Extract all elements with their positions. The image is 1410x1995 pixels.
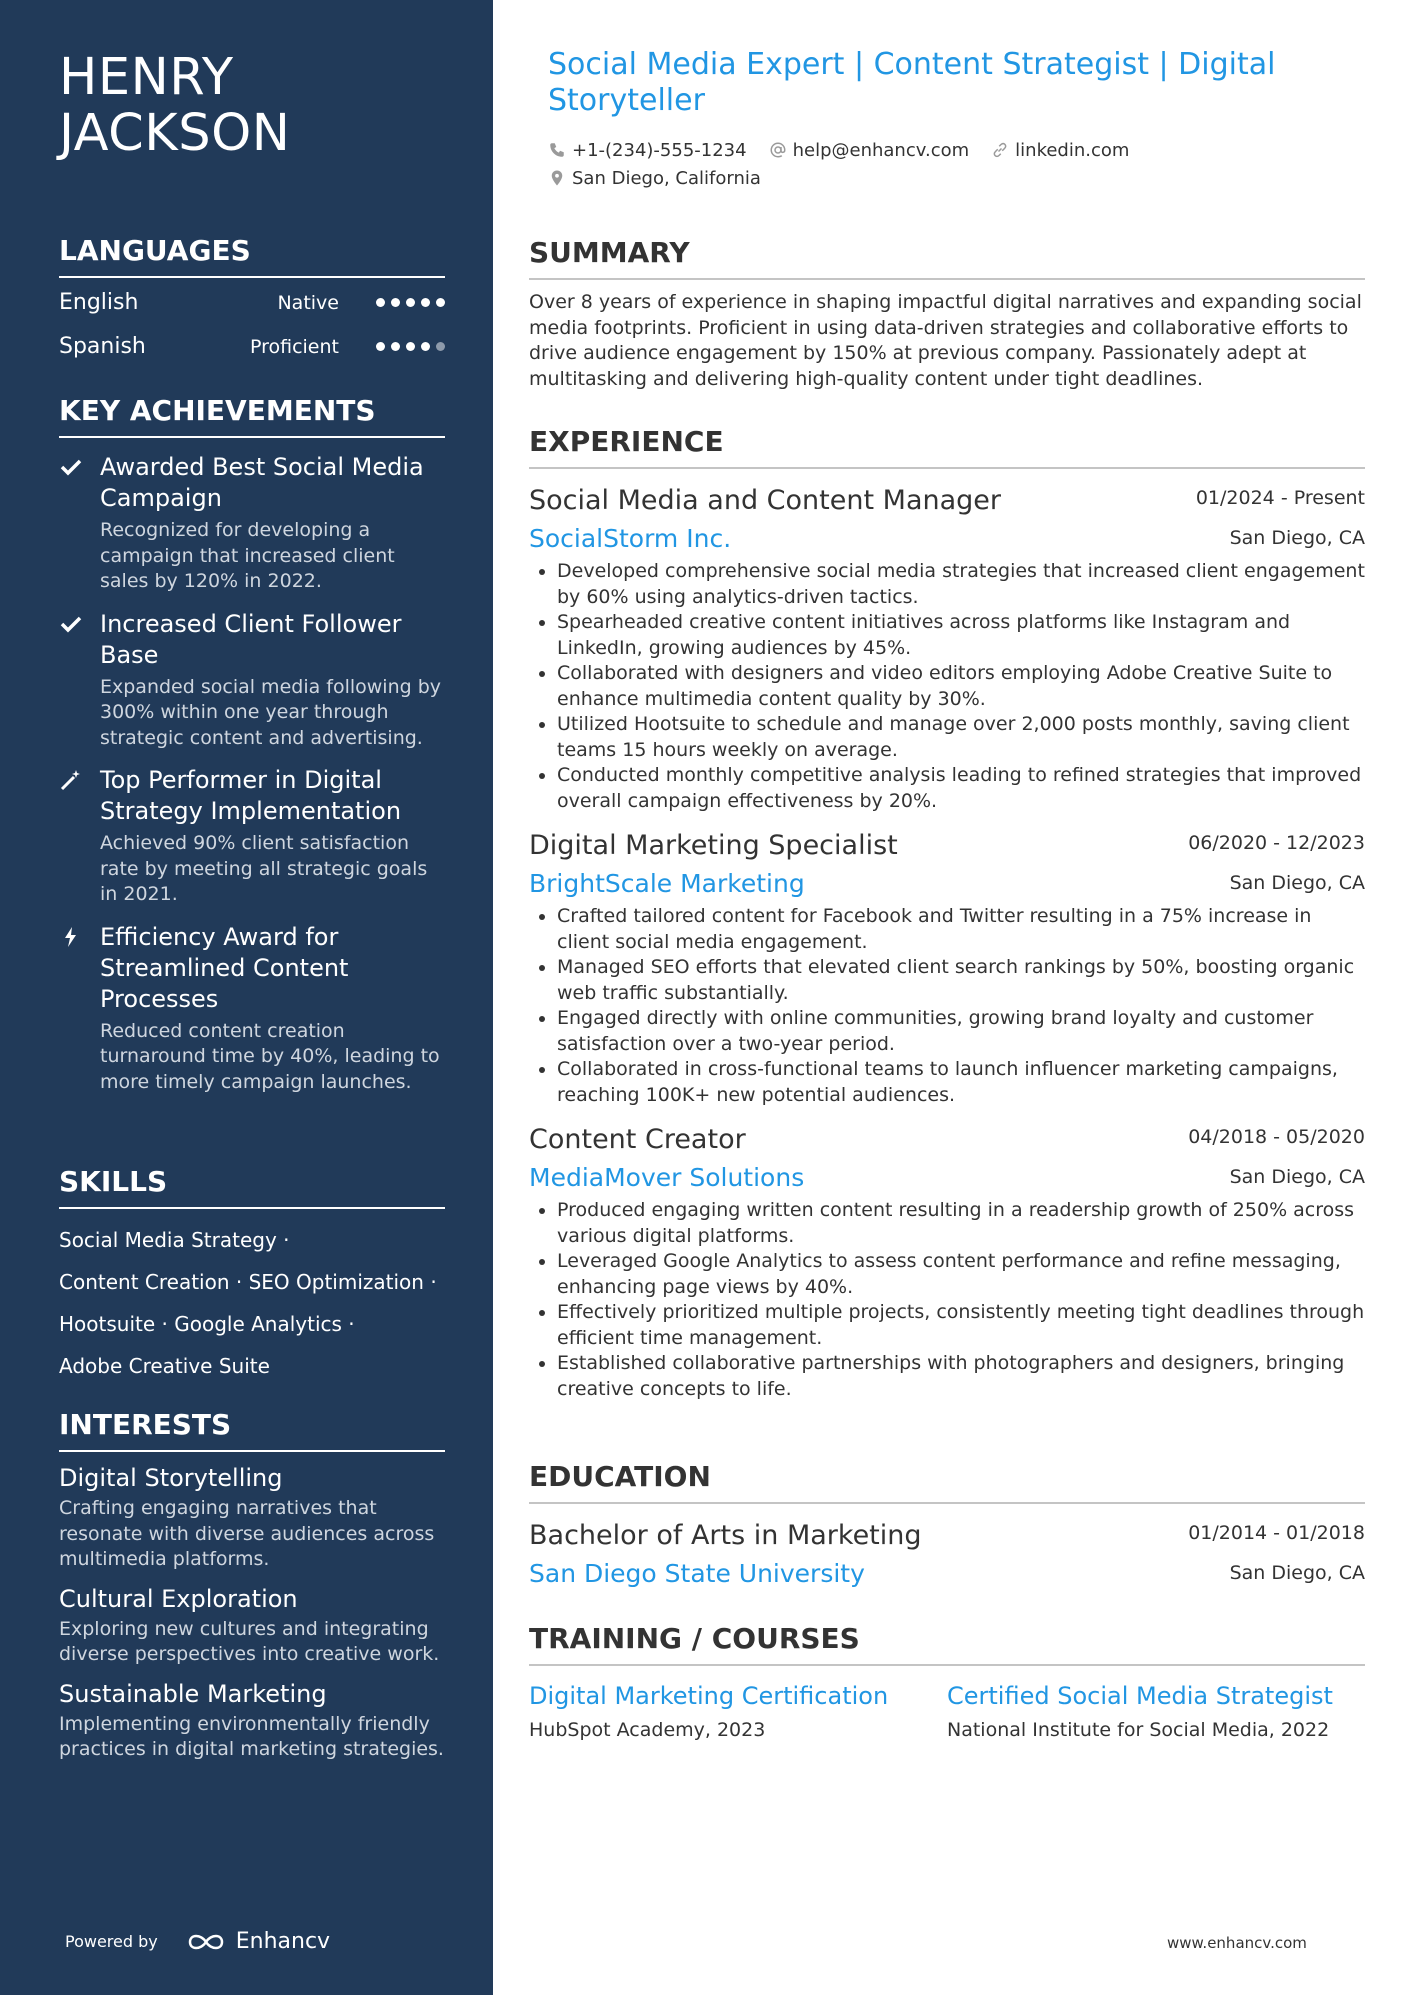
experience-section [529,425,1365,1402]
sidebar [0,0,493,1995]
headline: Social Media Expert | Content Strategist | Digital Storyteller [548,47,1276,118]
achievement-item [59,765,445,908]
job-location: San Diego, CA [1229,872,1365,894]
bullet: • Produced engaging written content resulting in a readership growth of 250% across various digital platforms. [557,1198,1365,1249]
job-location: San Diego, CA [1229,527,1365,549]
dot [421,298,430,307]
achievement-title: Increased Client Follower Base [100,609,402,669]
dot [376,298,385,307]
summary-title: SUMMARY [529,236,1365,280]
contact-info [548,136,1348,192]
skills-section [59,1165,445,1387]
skills-list [59,1219,445,1387]
job-company: BrightScale Marketing [529,869,805,898]
interest-title: Sustainable Marketing [59,1679,327,1708]
skills-title: SKILLS [59,1165,445,1209]
bullet: • Managed SEO efforts that elevated client search rankings by 50%, boosting organic web traffic substantially. [557,955,1365,1006]
summary-section [529,236,1365,392]
powered-by-label: Powered by [65,1932,158,1951]
language-level: Proficient [249,336,339,358]
job-bullets [529,559,1365,814]
bullet: • Utilized Hootsuite to schedule and manage over 2,000 posts monthly, saving client teams 15 hours weekly on average. [557,712,1365,763]
education-title: EDUCATION [529,1460,1365,1504]
interest-title: Cultural Exploration [59,1584,298,1613]
job-bullets [529,1198,1365,1402]
achievement-item [59,452,445,595]
achievement-title: Awarded Best Social Media Campaign [100,453,424,512]
email[interactable] [769,140,970,161]
achievements-section [59,394,445,1095]
job-date: 04/2018 - 05/2020 [1188,1126,1365,1148]
check-icon [59,612,83,636]
job-bullets [529,904,1365,1108]
interest-item [59,1678,445,1763]
achievement-title: Top Performer in Digital Strategy Implementation [100,766,402,825]
phone[interactable] [548,140,747,161]
dot [436,298,445,307]
course-name: Certified Social Media Strategist [947,1682,1333,1710]
linkedin-url: linkedin.com [1015,139,1130,161]
job-entry [529,828,1365,1108]
course-organization: National Institute for Social Media, 2022 [947,1719,1330,1741]
phone-icon [548,141,566,159]
skill-line: Content Creation · SEO Optimization · [59,1270,437,1294]
brand-name: Enhancv [235,1929,331,1954]
courses-list [529,1680,1365,1744]
bullet: • Crafted tailored content for Facebook and Twitter resulting in a 75% increase in client social media engagement. [557,904,1365,955]
dot [391,342,400,351]
bullet: • Conducted monthly competitive analysis leading to refined strategies that improved overall campaign effectiveness by 20%. [557,763,1365,814]
contact-row [548,136,1348,164]
magic-wand-icon [59,768,83,792]
achievement-item [59,922,445,1096]
dot [406,342,415,351]
language-name: English [59,290,139,315]
powered-by [65,1929,330,1954]
job-date: 06/2020 - 12/2023 [1188,832,1365,854]
language-row [59,280,445,324]
bullet: • Collaborated in cross-functional teams to launch influencer marketing campaigns, reaching 100K+ new potential audiences. [557,1057,1365,1108]
school: San Diego State University [529,1559,865,1588]
course-name: Digital Marketing Certification [529,1682,889,1710]
job-entry [529,1122,1365,1402]
interest-description: Exploring new cultures and integrating diverse perspectives into creative work. [59,1617,440,1665]
language-level: Native [277,292,339,314]
interests-title: INTERESTS [59,1408,445,1452]
language-row [59,324,445,368]
bullet: • Effectively prioritized multiple projects, consistently meeting tight deadlines through efficient time management. [557,1300,1365,1351]
location [548,168,761,189]
training-section [529,1622,1365,1744]
achievement-description: Achieved 90% client satisfaction rate by meeting all strategic goals in 2021. [100,832,428,905]
bullet: • Collaborated with designers and video editors employing Adobe Creative Suite to enhance multimedia content quality by 30%. [557,661,1365,712]
job-company: MediaMover Solutions [529,1163,805,1192]
interests-section [59,1408,445,1763]
course-organization: HubSpot Academy, 2023 [529,1719,766,1741]
job-location: San Diego, CA [1229,1166,1365,1188]
dot-empty [436,342,445,351]
enhancv-logo[interactable] [184,1929,330,1954]
email-address: help@enhancv.com [792,139,970,161]
skill-line: Social Media Strategy · [59,1228,290,1252]
language-name: Spanish [59,334,146,359]
at-icon [769,141,787,159]
bullet: • Established collaborative partnerships with photographers and designers, bringing creative concepts to life. [557,1351,1365,1402]
education-date: 01/2014 - 01/2018 [1188,1522,1365,1544]
job-title: Content Creator [529,1124,746,1155]
job-title: Digital Marketing Specialist [529,830,898,861]
link-icon [991,141,1009,159]
bullet: • Leveraged Google Analytics to assess content performance and refine messaging, enhancing page views by 40%. [557,1249,1365,1300]
experience-title: EXPERIENCE [529,425,1365,469]
proficiency-dots [376,336,445,356]
languages-section [59,234,445,368]
candidate-name: HENRY JACKSON [59,48,291,163]
phone-number: +1-(234)-555-1234 [572,139,747,161]
skill-line: Adobe Creative Suite [59,1354,270,1378]
contact-row [548,164,1348,192]
job-entry [529,483,1365,814]
dot [391,298,400,307]
course-item [529,1680,947,1744]
education-entry [529,1518,1365,1592]
proficiency-dots [376,292,445,312]
job-company: SocialStorm Inc. [529,524,732,553]
achievement-title: Efficiency Award for Streamlined Content Processes [100,922,349,1013]
summary-text: Over 8 years of experience in shaping impactful digital narratives and expanding social media footprints. Proficient in using data-driven strategies and collaborative efforts to drive audience engagement by 150% at previous company. Passionately adept at multitasking and delivering high-quality content under tight deadlines. [529,291,1362,390]
achievement-description: Reduced content creation turnaround time by 40%, leading to more timely campaign launches. [100,1019,440,1093]
location-text: San Diego, California [572,167,761,189]
interest-title: Digital Storytelling [59,1464,283,1492]
main-content [529,0,1365,1995]
website-link[interactable]: www.enhancv.com [1167,1934,1307,1952]
achievements-title: KEY ACHIEVEMENTS [59,394,445,438]
interest-item [59,1583,445,1668]
lightning-icon [59,925,83,949]
interest-description: Crafting engaging narratives that resonate with diverse audiences across multimedia platforms. [59,1497,435,1570]
job-date: 01/2024 - Present [1195,487,1365,509]
location-pin-icon [548,169,566,187]
achievement-item [59,609,445,752]
dot [406,298,415,307]
skill-line: Hootsuite · Google Analytics · [59,1312,355,1336]
bullet: • Developed comprehensive social media strategies that increased client engagement by 60% using analytics-driven tactics. [557,559,1365,610]
interest-description: Implementing environmentally friendly practices in digital marketing strategies. [59,1712,444,1760]
achievement-description: Expanded social media following by 300% within one year through strategic content and advertising. [100,675,442,749]
bullet: • Spearheaded creative content initiatives across platforms like Instagram and LinkedIn, growing audiences by 45%. [557,610,1365,661]
dot [421,342,430,351]
degree: Bachelor of Arts in Marketing [529,1520,922,1551]
achievement-description: Recognized for developing a campaign that increased client sales by 120% in 2022. [100,519,395,592]
education-section [529,1460,1365,1592]
check-icon [59,455,83,479]
interest-item [59,1462,445,1573]
infinity-icon [184,1930,228,1954]
bullet: • Engaged directly with online communities, growing brand loyalty and customer satisfaction over a two-year period. [557,1006,1365,1057]
education-location: San Diego, CA [1229,1562,1365,1584]
course-item [947,1680,1365,1744]
job-title: Social Media and Content Manager [529,485,1001,516]
linkedin[interactable] [991,140,1129,161]
dot [376,342,385,351]
training-title: TRAINING / COURSES [529,1622,1365,1666]
languages-title: LANGUAGES [59,234,445,278]
